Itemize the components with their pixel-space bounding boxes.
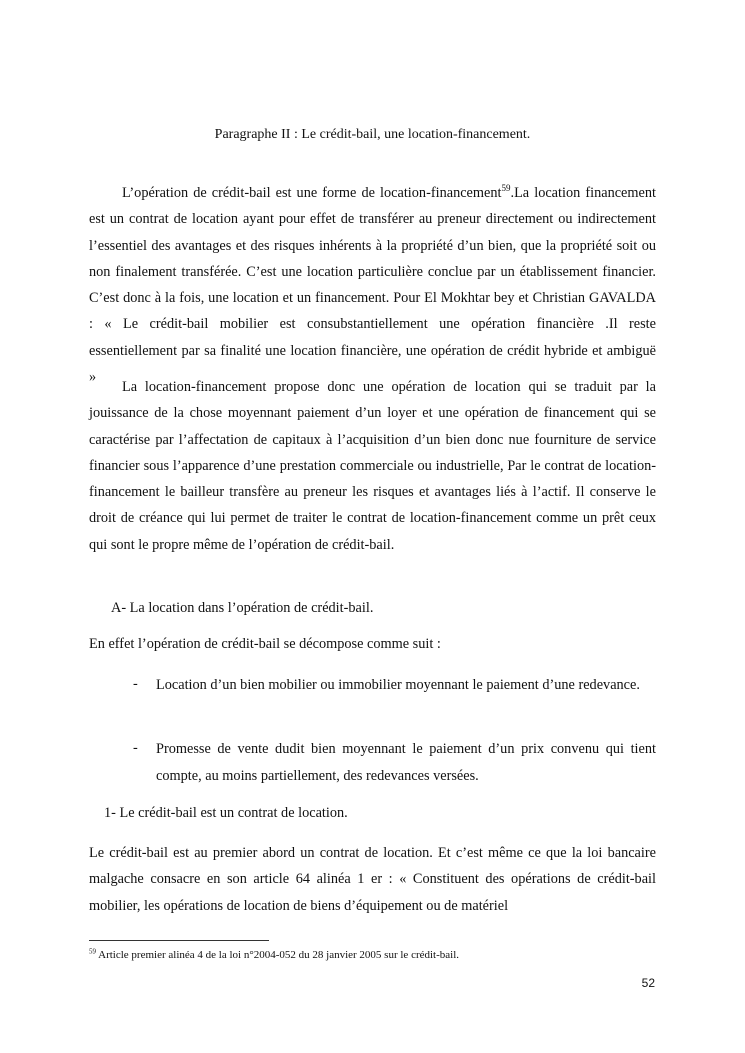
- footnote: $^{59}$ Article premier alinéa 4 de la loi n°2004-052 du 28 janvier 2005 sur le crédit-bail.: [89, 947, 460, 961]
- list-marker: -: [133, 676, 138, 692]
- footnote-separator: [89, 940, 269, 941]
- list-item: Location d’un bien mobilier ou immobilier moyennant le paiement d’une redevance.: [156, 677, 640, 693]
- paragraph-3: Le crédit-bail est au premier abord un contrat de location. Et c’est même ce que la loi bancaire malgache consacre en son article 64 alinéa 1 er : « Constituent des opérations de crédit-bail mobilier, les opérations de location de biens d’équipement ou de matériel: [89, 845, 656, 914]
- heading-a: A- La location dans l’opération de crédit-bail.: [111, 600, 374, 616]
- list-marker: -: [133, 740, 138, 756]
- footnote-number: 59: [89, 947, 96, 956]
- heading-1: 1- Le crédit-bail est un contrat de location.: [104, 805, 348, 821]
- footnote-reference[interactable]: 59: [501, 183, 511, 194]
- page-number: 52: [641, 976, 655, 990]
- list-item: Promesse de vente dudit bien moyennant le paiement d’un prix convenu qui tient compte, au moins partiellement, des redevances versées.: [156, 741, 656, 784]
- list-intro: En effet l’opération de crédit-bail se décompose comme suit :: [89, 636, 441, 652]
- paragraph-1: L’opération de crédit-bail est une forme de location-financement$^{59}$.La location financement est un contrat de location ayant pour effet de transférer au preneur directement ou indirectement l’essentiel des avantages et des risques inhérents à la propriété d’un bien, que la propriété soit ou non finalement transférée. C’est une location particulière conclue par un établissement financier. C’est donc à la fois, une location et un financement. Pour El Mokhtar bey et Christian GAVALDA : « Le crédit-bail mobilier est consubstantiellement une opération financière .Il reste essentiellement par sa finalité une location financière, une opération de crédit hybride et ambiguë »: [89, 183, 656, 386]
- paragraph-2: La location-financement propose donc une opération de location qui se traduit par la jouissance de la chose moyennant paiement d’un loyer et une opération de financement qui se caractérise par l’affectation de capitaux à l’acquisition d’un bien donc nue fourniture de service financier sous l’apparence d’une prestation commerciale ou industrielle, Par le contrat de location-financement le bailleur transfère au preneur les risques et avantages liés à l’actif. Il conserve le droit de créance qui lui permet de traiter le contrat de location-financement comme un prêt ceux qui sont le propre même de l’opération de crédit-bail.: [89, 379, 656, 553]
- section-title: Paragraphe II : Le crédit-bail, une location-financement.: [214, 127, 531, 142]
